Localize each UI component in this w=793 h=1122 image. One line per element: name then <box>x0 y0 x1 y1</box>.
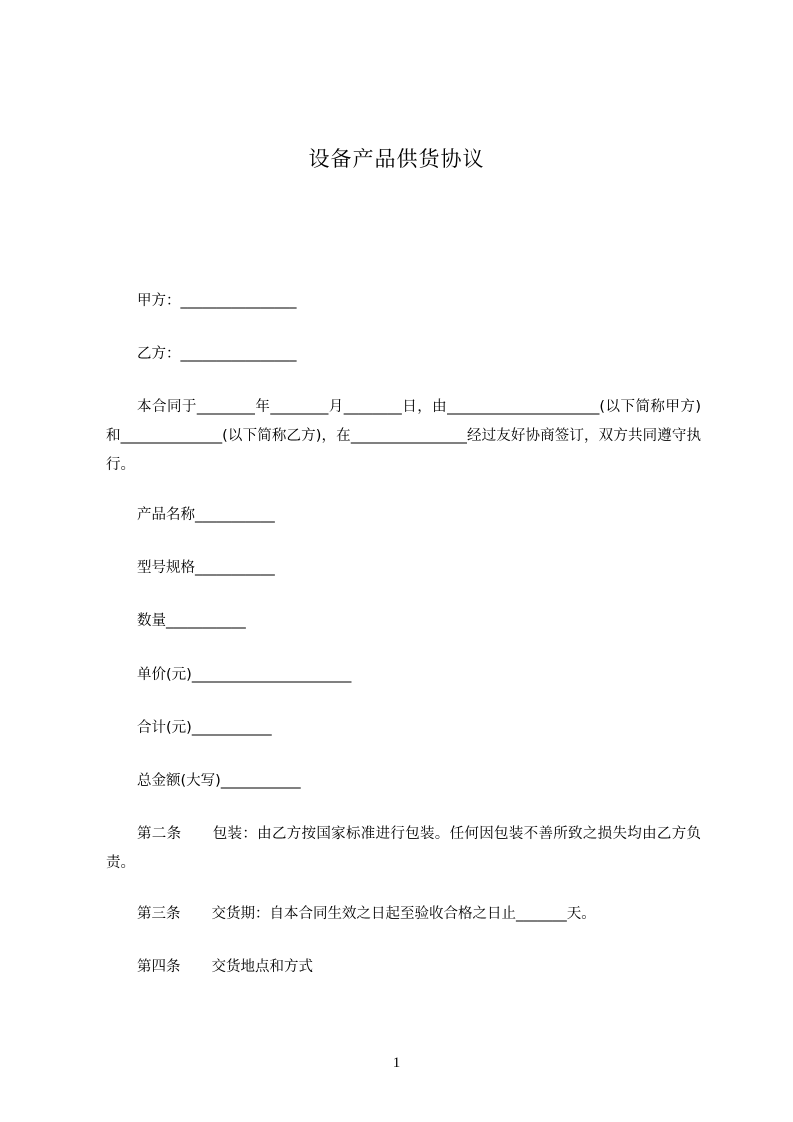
page-number: 1 <box>392 1055 401 1071</box>
intro-paragraph: 本合同于________年________月________日，由_____________________(以下简称甲方)和______________(以下简称乙方)，在________________经过友好协商签订，双方共同遵守执行。 <box>106 399 701 473</box>
party-a-line: 甲方：________________ <box>137 293 297 309</box>
article-2-body: 包装：由乙方按国家标准进行包装。任何因包装不善所致之损失均由乙方负责。 <box>106 826 702 871</box>
article-3-body: 交货期：自本合同生效之日起至验收合格之日止_______天。 <box>211 906 596 922</box>
article-2-heading: 第二条 <box>137 826 182 842</box>
total-amount-words-field: 总金额(大写)___________ <box>137 773 301 789</box>
article-4-body: 交货地点和方式 <box>211 959 313 975</box>
article-3-heading: 第三条 <box>137 906 181 922</box>
total-field: 合计(元)___________ <box>137 720 272 736</box>
article-4-heading: 第四条 <box>137 959 181 975</box>
document-title: 设备产品供货协议 <box>308 147 485 171</box>
quantity-field: 数量___________ <box>137 613 246 629</box>
party-b-line: 乙方：________________ <box>137 346 297 362</box>
article-4-line <box>137 957 313 977</box>
article-3-line <box>137 904 596 924</box>
product-name-field: 产品名称___________ <box>137 507 275 523</box>
model-spec-field: 型号规格___________ <box>137 560 275 576</box>
article-2-paragraph <box>106 820 701 878</box>
unit-price-field: 单价(元)______________________ <box>137 667 352 683</box>
